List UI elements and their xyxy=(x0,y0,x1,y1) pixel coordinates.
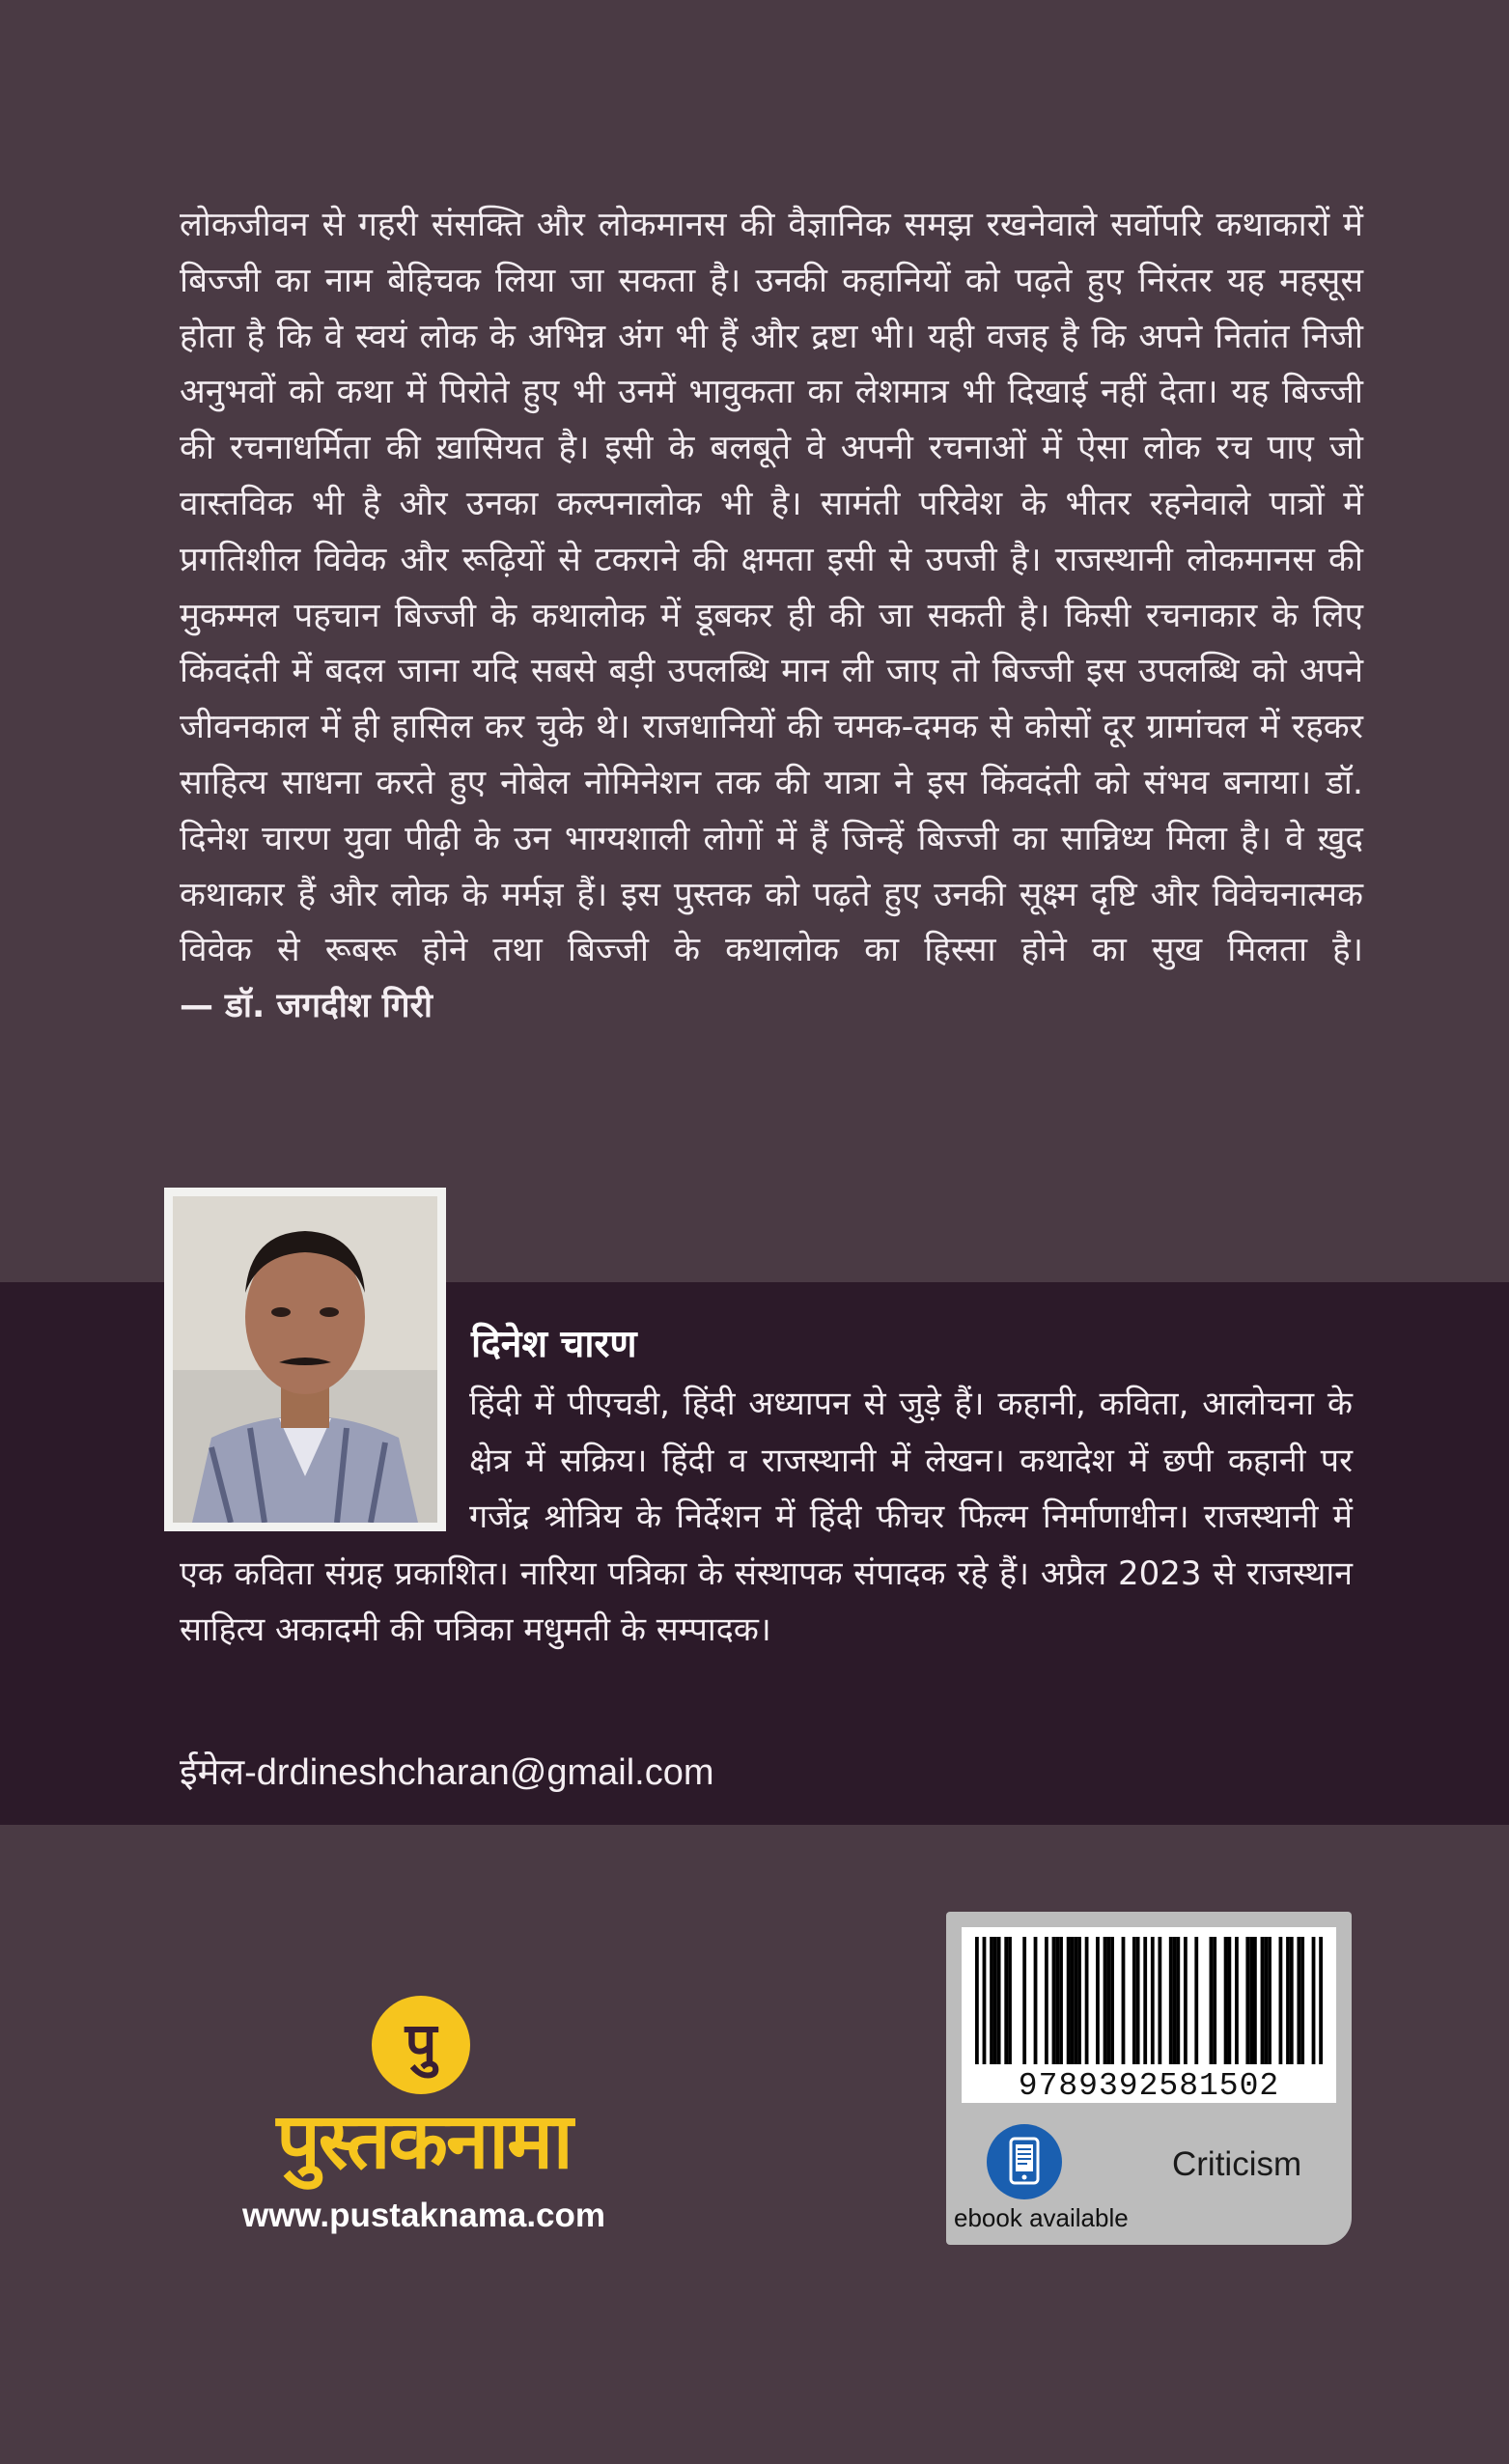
barcode-bar xyxy=(990,1937,993,2064)
barcode-bar xyxy=(1074,1937,1077,2064)
barcode-bar xyxy=(1136,1937,1140,2064)
photo-spacer xyxy=(180,1376,469,1523)
publisher-name: पुस्तकनामा xyxy=(276,2096,572,2186)
barcode-bar xyxy=(1184,1937,1188,2064)
category-label: Criticism xyxy=(1172,2145,1302,2183)
author-bio xyxy=(180,1376,1353,1659)
barcode-area xyxy=(962,1927,1336,2103)
barcode-bar xyxy=(997,1937,1001,2064)
barcode-bar xyxy=(1297,1937,1300,2064)
author-name: दिनेश चारण xyxy=(471,1323,637,1366)
barcode-bar xyxy=(1173,1937,1177,2064)
barcode-bar xyxy=(1104,1937,1107,2064)
barcode-bar xyxy=(1022,1937,1026,2064)
barcode-bar xyxy=(1008,1937,1012,2064)
barcode-bar xyxy=(1071,1937,1075,2064)
barcode-bar xyxy=(1169,1937,1173,2064)
barcode-bar xyxy=(1300,1937,1304,2064)
publisher-url[interactable]: www.pustaknama.com xyxy=(241,2197,606,2234)
barcode-bar xyxy=(1106,1937,1110,2064)
tablet-icon xyxy=(987,2124,1062,2199)
barcode-bar xyxy=(1210,1937,1214,2064)
barcode-panel xyxy=(946,1912,1352,2245)
barcode-bar xyxy=(1224,1937,1228,2064)
barcode-bar xyxy=(983,1937,987,2064)
barcode-bar xyxy=(1286,1937,1290,2064)
barcode-bar xyxy=(1151,1937,1155,2064)
barcode-bar xyxy=(1319,1937,1323,2064)
barcode-bar xyxy=(1290,1937,1294,2064)
barcode-bar xyxy=(1132,1937,1136,2064)
barcode-bar xyxy=(975,1937,979,2064)
author-email[interactable]: ईमेल-drdineshcharan@gmail.com xyxy=(180,1752,714,1793)
barcode-bar xyxy=(1312,1937,1316,2064)
ebook-label: ebook available xyxy=(954,2203,1129,2232)
barcode-bar xyxy=(1158,1937,1161,2064)
barcode-bar xyxy=(1227,1937,1231,2064)
barcode-bar xyxy=(1261,1937,1265,2064)
barcode-bar xyxy=(1055,1937,1059,2064)
barcode-bar xyxy=(1085,1937,1089,2064)
barcode-bar xyxy=(1213,1937,1216,2064)
barcode-bar xyxy=(1059,1937,1063,2064)
barcode-bar xyxy=(1279,1937,1283,2064)
barcode-bar xyxy=(1004,1937,1008,2064)
blurb-signature: — डॉ. जगदीश गिरी xyxy=(180,987,433,1026)
barcode-bar xyxy=(1264,1937,1268,2064)
barcode-bar xyxy=(1052,1937,1056,2064)
barcode-bar xyxy=(1110,1937,1114,2064)
barcode-bar xyxy=(1268,1937,1271,2064)
blurb-paragraph xyxy=(180,198,1363,1035)
barcode-bar xyxy=(1143,1937,1147,2064)
barcode-bar xyxy=(1235,1937,1239,2064)
barcode-bar xyxy=(1249,1937,1253,2064)
barcode-bar xyxy=(1067,1937,1071,2064)
barcode-bar xyxy=(1096,1937,1100,2064)
barcode-bar xyxy=(1122,1937,1126,2064)
barcode-bar xyxy=(993,1937,997,2064)
barcode-bar xyxy=(1253,1937,1257,2064)
author-bio-text: हिंदी में पीएचडी, हिंदी अध्यापन से जुड़े हैं। कहानी, कविता, आलोचना के क्षेत्र में सक्रिय। हिंदी व राजस्थानी में लेखन। कथादेश में छपी कहानी पर गजेंद्र श्रोत्रिय के निर्देशन में हिंदी फीचर फिल्म निर्माणाधीन। राजस्थानी में एक कविता संग्रह प्रकाशित। नारिया पत्रिका के संस्थापक संपादक रहे हैं। अप्रैल 2023 से राजस्थान साहित्य अकादमी की पत्रिका मधुमती के सम्पादक। xyxy=(180,1385,1353,1649)
isbn-number: 9789392581502 xyxy=(1018,2068,1280,2104)
publisher-logo-icon: पु xyxy=(372,1996,470,2094)
barcode-bar xyxy=(1194,1937,1198,2064)
barcode-bar xyxy=(1034,1937,1038,2064)
barcode-bar xyxy=(1245,1937,1249,2064)
barcode-bar xyxy=(1077,1937,1081,2064)
barcode-icon xyxy=(975,1937,1323,2064)
barcode-bar xyxy=(1045,1937,1048,2064)
blurb-text: लोकजीवन से गहरी संसक्ति और लोकमानस की वैज्ञानिक समझ रखनेवाले सर्वोपरि कथाकारों में बिज्जी का नाम बेहिचक लिया जा सकता है। उनकी कहानियों को पढ़ते हुए निरंतर यह महसूस होता है कि वे स्वयं लोक के अभिन्न अंग भी हैं और द्रष्टा भी। यही वजह है कि अपने नितांत निजी अनुभवों को कथा में पिरोते हुए भी उनमें भावुकता का लेशमात्र भी दिखाई नहीं देता। यह बिज्जी की रचनाधर्मिता की ख़ासियत है। इसी के बलबूते वे अपनी रचनाओं में ऐसा लोक रच पाए जो वास्तविक भी है और उनका कल्पनालोक भी है। सामंती परिवेश के भीतर रहनेवाले पात्रों में प्रगतिशील विवेक और रूढ़ियों से टकराने की क्षमता इसी से उपजी है। राजस्थानी लोकमानस की मुकम्मल पहचान बिज्जी के कथालोक में डूबकर ही की जा सकती है। किसी रचनाकार के लिए किंवदंती में बदल जाना यदि सबसे बड़ी उपलब्धि मान ली जाए तो बिज्जी इस उपलब्धि को अपने जीवनकाल में ही हासिल कर चुके थे। राजधानियों की चमक-दमक से कोसों दूर ग्रामांचल में रहकर साहित्य साधना करते हुए नोबेल नोमिनेशन तक की यात्रा ने इस किंवदंती को संभव बनाया। डॉ. दिनेश चारण युवा पीढ़ी के उन भाग्यशाली लोगों में हैं जिन्हें बिज्जी का सान्निध्य मिला है। वे ख़ुद कथाकार हैं और लोक के मर्मज्ञ हैं। इस पुस्तक को पढ़ते हुए उनकी सूक्ष्म दृष्टि और विवेचनात्मक विवेक से रूबरू होने तथा बिज्जी के कथालोक का हिस्सा होने का सुख मिलता है। xyxy=(180,206,1363,970)
barcode-bar xyxy=(1176,1937,1180,2064)
